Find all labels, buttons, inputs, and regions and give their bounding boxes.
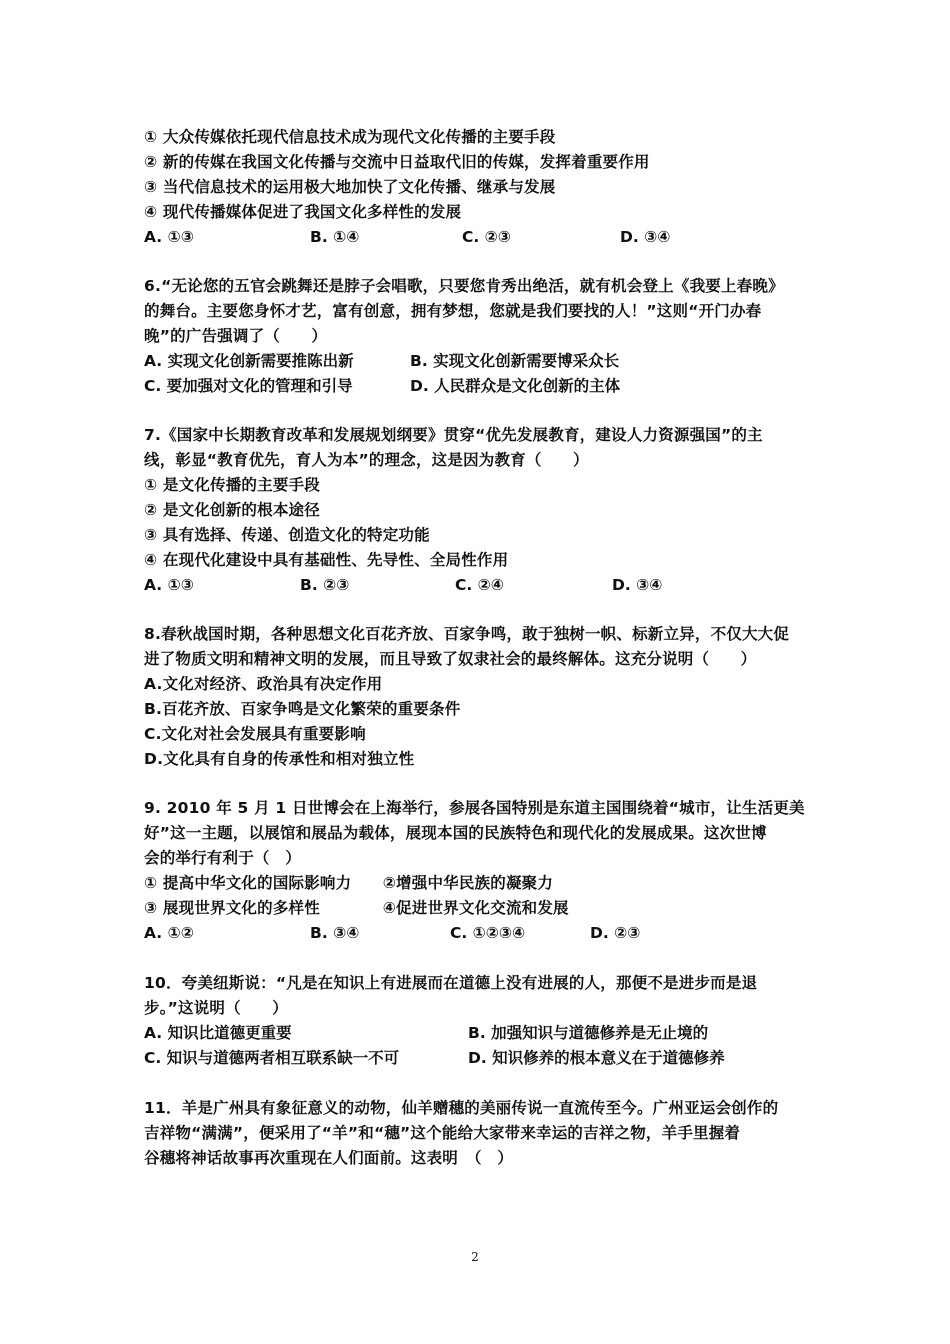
top-item-3: ③ 当代信息技术的运用极大地加快了文化传播、继承与发展 [144,178,556,196]
q8-option-b: B.百花齐放、百家争鸣是文化繁荣的重要条件 [144,700,461,718]
q9-line-3: 会的举行有利于（ ） [144,849,302,867]
q9-items-1: ① 提高中华文化的国际影响力 ②增强中华民族的凝聚力 [144,874,554,892]
top-item-2: ② 新的传媒在我国文化传播与交流中日益取代旧的传媒，发挥着重要作用 [144,153,650,171]
q10-line-2: 步。”这说明（ ） [144,999,288,1017]
q9-option-c: C. ①②③④ [450,924,526,942]
q7-option-d: D. ③④ [612,576,663,594]
q9-option-a: A. ①② [144,924,194,942]
page-number: 2 [471,1250,479,1264]
q9-option-d: D. ②③ [590,924,641,942]
q9-option-b: B. ③④ [310,924,360,942]
q7-item-4: ④ 在现代化建设中具有基础性、先导性、全局性作用 [144,551,509,569]
q8-option-a: A.文化对经济、政治具有决定作用 [144,675,383,693]
top-option-b: B. ①④ [310,228,360,246]
q10-option-a: A. 知识比道德更重要 [144,1024,292,1042]
q6-option-c: C. 要加强对文化的管理和引导 [144,377,353,395]
q8-option-d: D.文化具有自身的传承性和相对独立性 [144,750,415,768]
q11-line-2: 吉祥物“满满”，便采用了“羊”和“穗”这个能给大家带来幸运的吉祥之物，羊手里握着 [144,1124,741,1142]
q6-option-b: B. 实现文化创新需要博采众长 [410,352,620,370]
top-option-a: A. ①③ [144,228,194,246]
q9-line-2: 好”这一主题，以展馆和展品为载体，展现本国的民族特色和现代化的发展成果。这次世博 [144,824,767,842]
q7-item-2: ② 是文化创新的根本途径 [144,501,320,519]
q6-line-1: 6.“无论您的五官会跳舞还是脖子会唱歌，只要您肯秀出绝活，就有机会登上《我要上春晚》 [144,277,784,295]
q7-option-c: C. ②④ [455,576,504,594]
q7-item-1: ① 是文化传播的主要手段 [144,476,320,494]
q8-line-2: 进了物质文明和精神文明的发展，而且导致了奴隶社会的最终解体。这充分说明（ ） [144,650,757,668]
top-option-d: D. ③④ [620,228,671,246]
q7-option-a: A. ①③ [144,576,194,594]
q11-line-1: 11．羊是广州具有象征意义的动物，仙羊赠穗的美丽传说一直流传至今。广州亚运会创作的 [144,1099,779,1117]
q10-option-b: B. 加强知识与道德修养是无止境的 [468,1024,709,1042]
top-option-c: C. ②③ [462,228,511,246]
q6-option-d: D. 人民群众是文化创新的主体 [410,377,621,395]
q8-option-c: C.文化对社会发展具有重要影响 [144,725,366,743]
q9-line-1: 9. 2010 年 5 月 1 日世博会在上海举行，参展各国特别是东道主国围绕着“城市，让生活更美 [144,799,805,817]
q8-line-1: 8.春秋战国时期，各种思想文化百花齐放、百家争鸣，敢于独树一帜、标新立异，不仅大大促 [144,625,790,643]
q6-line-2: 的舞台。主要您身怀才艺，富有创意，拥有梦想，您就是我们要找的人！”这则“开门办春 [144,302,762,320]
top-item-4: ④ 现代传播媒体促进了我国文化多样性的发展 [144,203,462,221]
q6-option-a: A. 实现文化创新需要推陈出新 [144,352,354,370]
q9-items-2: ③ 展现世界文化的多样性 ④促进世界文化交流和发展 [144,899,569,917]
q10-option-c: C. 知识与道德两者相互联系缺一不可 [144,1049,400,1067]
q7-option-b: B. ②③ [300,576,350,594]
q7-line-2: 线，彰显“教育优先，育人为本”的理念，这是因为教育（ ） [144,451,589,469]
q7-line-1: 7.《国家中长期教育改革和发展规划纲要》贯穿“优先发展教育，建设人力资源强国”的主 [144,426,763,444]
q10-option-d: D. 知识修养的根本意义在于道德修养 [468,1049,725,1067]
top-item-1: ① 大众传媒依托现代信息技术成为现代文化传播的主要手段 [144,128,556,146]
q6-line-3: 晚”的广告强调了（ ） [144,327,328,345]
q10-line-1: 10．夸美纽斯说：“凡是在知识上有进展而在道德上没有进展的人，那便不是进步而是退 [144,974,758,992]
q7-item-3: ③ 具有选择、传递、创造文化的特定功能 [144,526,430,544]
q11-line-3: 谷穗将神话故事再次重现在人们面前。这表明 （ ） [144,1149,514,1167]
